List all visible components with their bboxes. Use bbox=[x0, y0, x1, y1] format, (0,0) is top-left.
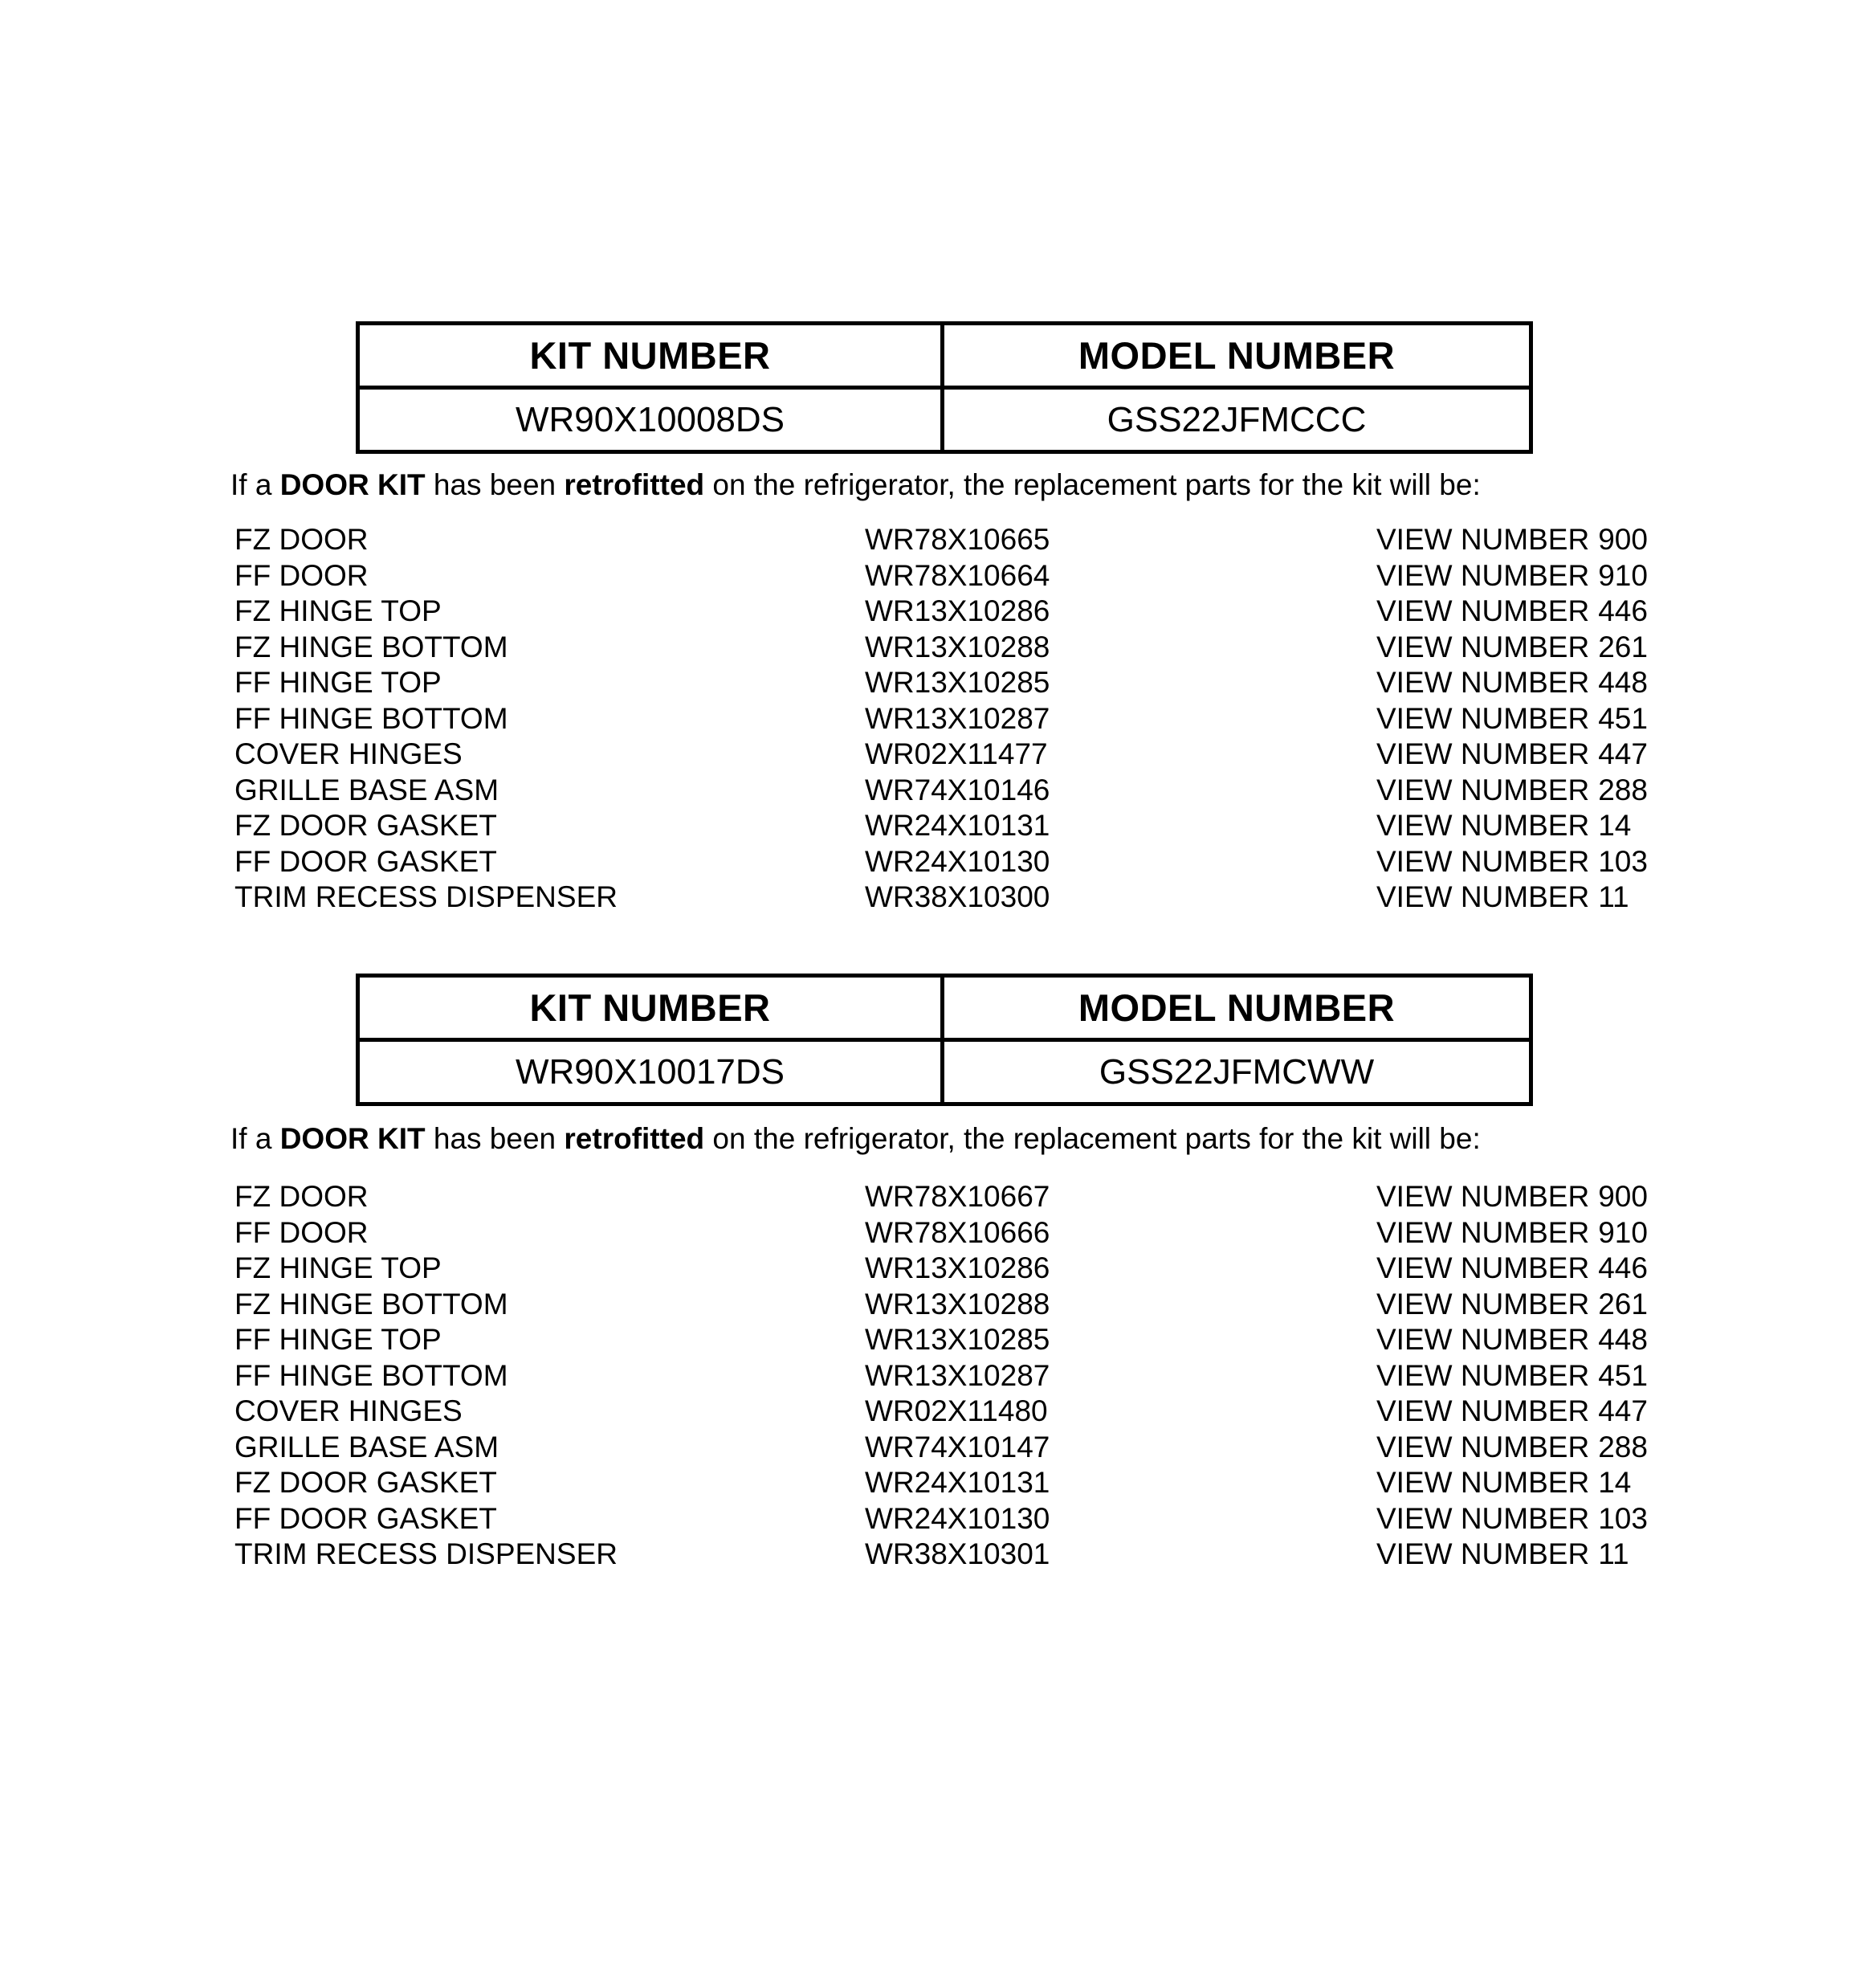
view-number bbox=[1376, 1287, 1648, 1323]
view-number-value: 446 bbox=[1598, 1251, 1648, 1284]
part-name: FF DOOR GASKET bbox=[234, 1501, 497, 1535]
part-row bbox=[234, 665, 1760, 701]
view-number-label: VIEW NUMBER bbox=[1376, 523, 1590, 556]
view-number-label: VIEW NUMBER bbox=[1376, 773, 1590, 806]
view-number-label: VIEW NUMBER bbox=[1376, 594, 1590, 627]
view-number-value: 261 bbox=[1598, 1287, 1648, 1321]
view-number-value: 288 bbox=[1598, 773, 1648, 806]
view-number-value: 451 bbox=[1598, 1358, 1648, 1392]
part-row bbox=[234, 522, 1760, 558]
part-number: WR38X10301 bbox=[865, 1537, 1050, 1570]
view-number-value: 103 bbox=[1598, 844, 1648, 878]
model-number-header: MODEL NUMBER bbox=[1078, 334, 1396, 377]
part-name: FF HINGE TOP bbox=[234, 1323, 442, 1356]
part-name: TRIM RECESS DISPENSER bbox=[234, 1537, 618, 1570]
note-bold-retrofitted: retrofitted bbox=[564, 468, 705, 501]
view-number-label: VIEW NUMBER bbox=[1376, 809, 1590, 842]
table-value-row bbox=[360, 1042, 1529, 1102]
kit-number-value: WR90X10008DS bbox=[360, 390, 944, 450]
part-number: WR78X10664 bbox=[865, 558, 1050, 592]
view-number-label: VIEW NUMBER bbox=[1376, 1466, 1590, 1499]
kit-model-table-1 bbox=[356, 321, 1533, 454]
part-row bbox=[234, 1537, 1760, 1573]
part-name: FZ DOOR GASKET bbox=[234, 1466, 497, 1499]
view-number-value: 11 bbox=[1598, 1537, 1629, 1570]
view-number bbox=[1376, 737, 1648, 773]
view-number-label: VIEW NUMBER bbox=[1376, 1287, 1590, 1321]
view-number-label: VIEW NUMBER bbox=[1376, 630, 1590, 663]
view-number bbox=[1376, 1465, 1631, 1501]
part-number: WR02X11477 bbox=[865, 737, 1048, 770]
note-text: If a bbox=[230, 1122, 280, 1155]
model-number-value: GSS22JFMCCC bbox=[1107, 399, 1367, 439]
view-number bbox=[1376, 1501, 1648, 1537]
part-name: FZ HINGE BOTTOM bbox=[234, 1287, 508, 1321]
part-row bbox=[234, 594, 1760, 630]
view-number-label: VIEW NUMBER bbox=[1376, 880, 1590, 913]
part-row bbox=[234, 737, 1760, 773]
part-row bbox=[234, 1430, 1760, 1466]
view-number bbox=[1376, 665, 1648, 701]
part-row bbox=[234, 844, 1760, 880]
view-number-label: VIEW NUMBER bbox=[1376, 1215, 1590, 1249]
part-name: FZ DOOR bbox=[234, 1180, 369, 1213]
note-bold-door-kit: DOOR KIT bbox=[279, 468, 426, 501]
view-number-value: 900 bbox=[1598, 523, 1648, 556]
model-number-value: GSS22JFMCWW bbox=[1099, 1051, 1375, 1092]
part-row bbox=[234, 1465, 1760, 1501]
note-text: on the refrigerator, the replacement parts for the kit will be: bbox=[704, 468, 1481, 501]
view-number bbox=[1376, 558, 1648, 594]
note-text: on the refrigerator, the replacement parts for the kit will be: bbox=[704, 1122, 1481, 1155]
note-bold-door-kit: DOOR KIT bbox=[279, 1122, 426, 1155]
part-number: WR78X10666 bbox=[865, 1215, 1050, 1249]
part-number: WR13X10288 bbox=[865, 1287, 1050, 1321]
part-name: FZ HINGE BOTTOM bbox=[234, 630, 508, 663]
part-name: FF HINGE BOTTOM bbox=[234, 701, 508, 735]
view-number-value: 261 bbox=[1598, 630, 1648, 663]
part-name: GRILLE BASE ASM bbox=[234, 773, 499, 806]
view-number-label: VIEW NUMBER bbox=[1376, 1394, 1590, 1427]
part-name: FF DOOR bbox=[234, 558, 369, 592]
part-row bbox=[234, 1215, 1760, 1251]
model-number-header: MODEL NUMBER bbox=[1078, 986, 1396, 1029]
view-number-value: 448 bbox=[1598, 666, 1648, 699]
view-number-label: VIEW NUMBER bbox=[1376, 1501, 1590, 1535]
part-row bbox=[234, 1179, 1760, 1215]
part-row bbox=[234, 558, 1760, 594]
part-number: WR24X10130 bbox=[865, 1501, 1050, 1535]
view-number-value: 447 bbox=[1598, 737, 1648, 770]
view-number bbox=[1376, 522, 1648, 558]
view-number bbox=[1376, 808, 1631, 844]
view-number bbox=[1376, 630, 1648, 666]
view-number bbox=[1376, 1251, 1648, 1287]
part-row bbox=[234, 701, 1760, 737]
part-number: WR38X10300 bbox=[865, 880, 1050, 913]
part-row bbox=[234, 808, 1760, 844]
part-row bbox=[234, 630, 1760, 666]
part-number: WR02X11480 bbox=[865, 1394, 1048, 1427]
part-name: COVER HINGES bbox=[234, 737, 463, 770]
part-name: COVER HINGES bbox=[234, 1394, 463, 1427]
view-number bbox=[1376, 773, 1648, 809]
view-number-value: 447 bbox=[1598, 1394, 1648, 1427]
view-number-label: VIEW NUMBER bbox=[1376, 1537, 1590, 1570]
parts-list-1 bbox=[234, 522, 1760, 916]
view-number-label: VIEW NUMBER bbox=[1376, 666, 1590, 699]
view-number-value: 288 bbox=[1598, 1430, 1648, 1463]
note-text: If a bbox=[230, 468, 280, 501]
part-row bbox=[234, 880, 1760, 916]
view-number-label: VIEW NUMBER bbox=[1376, 1251, 1590, 1284]
view-number-value: 14 bbox=[1598, 1466, 1632, 1499]
view-number-value: 910 bbox=[1598, 1215, 1648, 1249]
part-name: FF HINGE TOP bbox=[234, 666, 442, 699]
kit-number-value: WR90X10017DS bbox=[360, 1042, 944, 1102]
part-number: WR24X10131 bbox=[865, 1466, 1050, 1499]
part-row bbox=[234, 1358, 1760, 1394]
part-row bbox=[234, 1287, 1760, 1323]
part-number: WR78X10665 bbox=[865, 523, 1050, 556]
view-number-label: VIEW NUMBER bbox=[1376, 1430, 1590, 1463]
part-number: WR13X10287 bbox=[865, 1358, 1050, 1392]
note-bold-retrofitted: retrofitted bbox=[564, 1122, 705, 1155]
part-name: FZ DOOR bbox=[234, 523, 369, 556]
part-number: WR13X10288 bbox=[865, 630, 1050, 663]
view-number-label: VIEW NUMBER bbox=[1376, 558, 1590, 592]
part-number: WR74X10147 bbox=[865, 1430, 1050, 1463]
view-number bbox=[1376, 1358, 1648, 1394]
parts-list-2 bbox=[234, 1179, 1760, 1573]
table-value-row bbox=[360, 390, 1529, 450]
kit-number-header: KIT NUMBER bbox=[360, 978, 944, 1038]
part-number: WR24X10131 bbox=[865, 809, 1050, 842]
view-number bbox=[1376, 1322, 1648, 1358]
note-text: has been bbox=[425, 468, 565, 501]
part-name: FZ HINGE TOP bbox=[234, 1251, 442, 1284]
view-number bbox=[1376, 701, 1648, 737]
part-name: TRIM RECESS DISPENSER bbox=[234, 880, 618, 913]
view-number bbox=[1376, 1430, 1648, 1466]
part-row bbox=[234, 1322, 1760, 1358]
kit-number-header: KIT NUMBER bbox=[360, 325, 944, 386]
part-number: WR13X10287 bbox=[865, 701, 1050, 735]
retrofit-note-2 bbox=[230, 1121, 1481, 1157]
view-number-label: VIEW NUMBER bbox=[1376, 844, 1590, 878]
view-number-value: 448 bbox=[1598, 1323, 1648, 1356]
view-number bbox=[1376, 880, 1629, 916]
part-row bbox=[234, 1394, 1760, 1430]
part-row bbox=[234, 1251, 1760, 1287]
view-number bbox=[1376, 844, 1648, 880]
part-name: FZ HINGE TOP bbox=[234, 594, 442, 627]
part-number: WR78X10667 bbox=[865, 1180, 1050, 1213]
view-number bbox=[1376, 1179, 1648, 1215]
part-number: WR13X10285 bbox=[865, 666, 1050, 699]
retrofit-note-1 bbox=[230, 467, 1481, 503]
view-number bbox=[1376, 1537, 1629, 1573]
view-number bbox=[1376, 1394, 1648, 1430]
view-number-value: 451 bbox=[1598, 701, 1648, 735]
view-number-label: VIEW NUMBER bbox=[1376, 701, 1590, 735]
table-header-row bbox=[360, 325, 1529, 390]
view-number bbox=[1376, 594, 1648, 630]
view-number-value: 14 bbox=[1598, 809, 1632, 842]
view-number-value: 900 bbox=[1598, 1180, 1648, 1213]
part-row bbox=[234, 1501, 1760, 1537]
part-number: WR13X10286 bbox=[865, 594, 1050, 627]
view-number-label: VIEW NUMBER bbox=[1376, 1358, 1590, 1392]
view-number-value: 103 bbox=[1598, 1501, 1648, 1535]
view-number-label: VIEW NUMBER bbox=[1376, 1180, 1590, 1213]
table-header-row bbox=[360, 978, 1529, 1042]
kit-model-table-2 bbox=[356, 974, 1533, 1106]
part-name: FZ DOOR GASKET bbox=[234, 809, 497, 842]
part-name: FF HINGE BOTTOM bbox=[234, 1358, 508, 1392]
view-number-value: 910 bbox=[1598, 558, 1648, 592]
part-name: FF DOOR GASKET bbox=[234, 844, 497, 878]
part-name: FF DOOR bbox=[234, 1215, 369, 1249]
view-number-label: VIEW NUMBER bbox=[1376, 737, 1590, 770]
view-number-label: VIEW NUMBER bbox=[1376, 1323, 1590, 1356]
part-name: GRILLE BASE ASM bbox=[234, 1430, 499, 1463]
part-row bbox=[234, 773, 1760, 809]
view-number-value: 446 bbox=[1598, 594, 1648, 627]
part-number: WR24X10130 bbox=[865, 844, 1050, 878]
part-number: WR74X10146 bbox=[865, 773, 1050, 806]
note-text: has been bbox=[425, 1122, 565, 1155]
part-number: WR13X10286 bbox=[865, 1251, 1050, 1284]
view-number-value: 11 bbox=[1598, 880, 1629, 913]
part-number: WR13X10285 bbox=[865, 1323, 1050, 1356]
view-number bbox=[1376, 1215, 1648, 1251]
